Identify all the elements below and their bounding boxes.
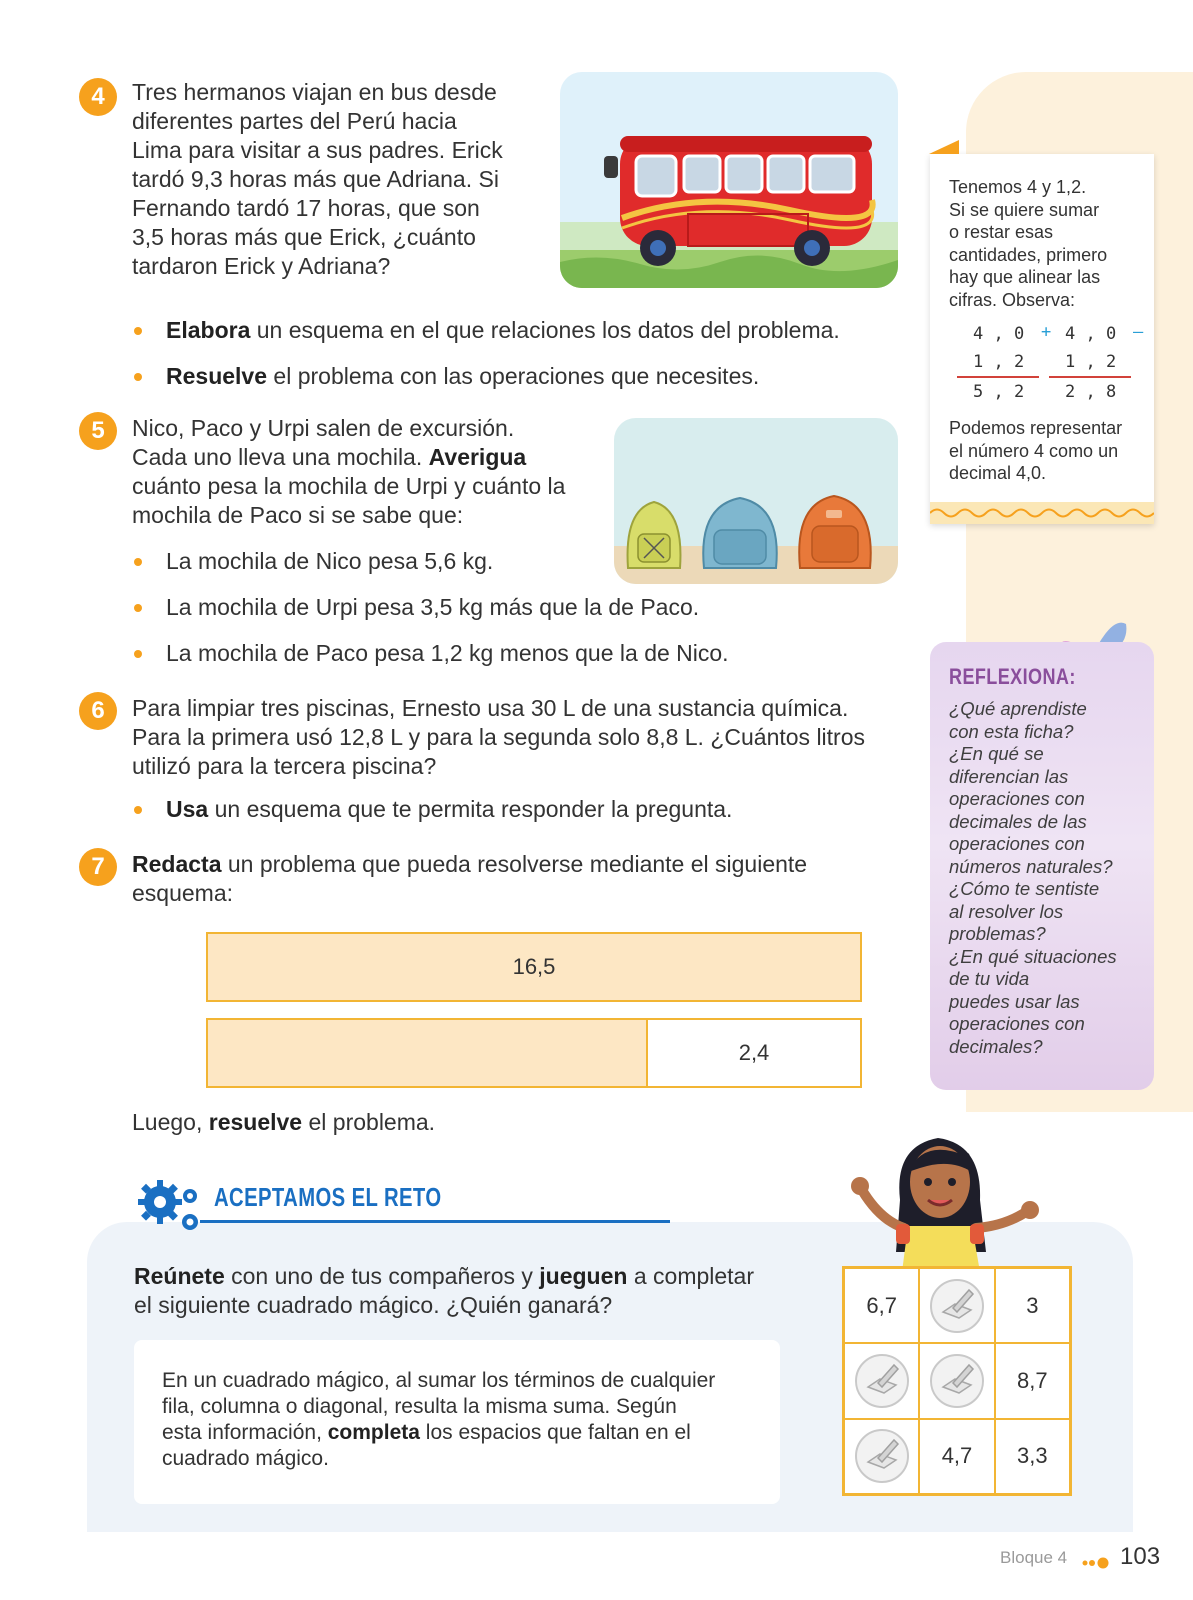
info-line: Tenemos 4 y 1,2. — [949, 177, 1087, 197]
info-line: o restar esas — [949, 222, 1054, 242]
plus-sign: + — [1041, 322, 1052, 342]
backpacks-illustration — [614, 418, 898, 584]
magic-cell-empty[interactable] — [844, 1419, 919, 1494]
problem-number-badge: 6 — [79, 692, 117, 730]
problem5-bullet: La mochila de Urpi pesa 3,5 kg más que la de Paco. — [132, 593, 699, 622]
problem5-bullet: La mochila de Paco pesa 1,2 kg menos que la de Nico. — [132, 639, 729, 668]
magic-cell-empty[interactable] — [919, 1343, 994, 1418]
card-wave-strip — [930, 502, 1154, 524]
sub-operand-b: 1 , 2 — [1065, 352, 1117, 372]
info-line: cantidades, primero — [949, 244, 1108, 265]
reto-title-underline — [200, 1220, 670, 1223]
magic-cell: 4,7 — [919, 1419, 994, 1494]
problem-number-badge: 4 — [79, 78, 117, 116]
scheme-total-bar: 16,5 — [206, 932, 862, 1002]
reflexiona-questions: ¿Qué aprendiste con esta ficha? ¿En qué se diferencian las operaciones con decimales de las operaciones con números naturales? ¿Cómo te sentiste al resolver los problemas? ¿En qué situaciones de tu vida puedes usar las operaciones con decimales? — [949, 698, 1117, 1057]
problem-number-badge: 7 — [79, 848, 117, 886]
magic-cell-empty[interactable] — [919, 1268, 994, 1343]
write-pencil-icon — [854, 1353, 910, 1409]
write-pencil-icon — [854, 1428, 910, 1484]
sub-rule — [1049, 376, 1131, 378]
problem7-text: Redacta un problema que pueda resolverse mediante el siguiente esquema: — [132, 851, 808, 906]
footer-block-label: Bloque 4 — [1000, 1548, 1068, 1567]
reto-instructions: Reúnete con uno de tus compañeros y jueguen a completar el siguiente cuadrado mágico. ¿Quién ganará? — [134, 1263, 755, 1318]
scheme-part-bar: 2,4 — [646, 1018, 862, 1088]
footer-dots-icon — [1082, 1556, 1112, 1574]
write-pencil-icon — [929, 1353, 985, 1409]
info-line: Si se quiere sumar — [949, 199, 1100, 220]
problem4-bullet-2: Resuelve el problema con las operaciones que necesites. — [132, 362, 759, 391]
minus-sign: – — [1133, 322, 1144, 342]
problem6-bullet: Usa un esquema que te permita responder la pregunta. — [132, 795, 732, 824]
info-line: hay que alinear las — [949, 267, 1101, 287]
sub-operand-a: 4 , 0 — [1065, 324, 1117, 344]
magic-cell: 8,7 — [995, 1343, 1070, 1418]
page-number: 103 — [1120, 1543, 1161, 1570]
decimal-info-card — [930, 154, 1154, 524]
magic-cell-empty[interactable] — [844, 1343, 919, 1418]
problem5-text: Nico, Paco y Urpi salen de excursión. Cada uno lleva una mochila. Averigua cuánto pesa la mochila de Urpi y cuánto la mochila de Paco si se sabe que: — [132, 415, 566, 528]
reflexiona-title: REFLEXIONA: — [949, 664, 1076, 689]
sub-result: 2 , 8 — [1065, 382, 1117, 402]
girl-illustration — [840, 1116, 1046, 1272]
reto-title: ACEPTAMOS EL RETO — [214, 1182, 442, 1212]
problem5-bullet: La mochila de Nico pesa 5,6 kg. — [132, 547, 493, 576]
info-line: cifras. Observa: — [949, 289, 1076, 310]
magic-square — [842, 1266, 1072, 1496]
magic-square-note: En un cuadrado mágico, al sumar los términos de cualquier fila, columna o diagonal, resulta la misma suma. Según esta información, completa los espacios que faltan en el cuadrado mágico. — [134, 1340, 780, 1504]
info-line: decimal 4,0. — [949, 463, 1047, 483]
reflexiona-box — [930, 642, 1154, 1090]
sum-operand-b: 1 , 2 — [973, 352, 1025, 372]
sum-rule — [957, 376, 1039, 378]
aligned-operations — [949, 319, 1144, 417]
sum-operand-a: 4 , 0 — [973, 324, 1025, 344]
card-fold-corner — [929, 140, 959, 154]
problem6-text: Para limpiar tres piscinas, Ernesto usa 30 L de una sustancia química. Para la primera usó 12,8 L y para la segunda solo 8,8 L. ¿Cuántos litros utilizó para la tercera piscina? — [132, 695, 866, 779]
write-pencil-icon — [929, 1278, 985, 1334]
magic-cell: 3 — [995, 1268, 1070, 1343]
gears-icon — [134, 1178, 210, 1238]
problem7-followup: Luego, resuelve el problema. — [132, 1109, 436, 1135]
magic-cell: 3,3 — [995, 1419, 1070, 1494]
info-line: el número 4 como un — [949, 440, 1119, 461]
problem-number-badge: 5 — [79, 412, 117, 450]
problem4-text: Tres hermanos viajan en bus desde diferentes partes del Perú hacia Lima para visitar a sus padres. Erick tardó 9,3 horas más que Adriana. Si Fernando tardó 17 horas, que son 3,5 horas más que Erick, ¿cuánto tardaron Erick y Adriana? — [132, 79, 503, 279]
magic-cell: 6,7 — [844, 1268, 919, 1343]
sum-result: 5 , 2 — [973, 382, 1025, 402]
info-line: Podemos representar — [949, 418, 1123, 438]
scheme-unknown-bar — [206, 1018, 648, 1088]
bus-illustration — [560, 72, 898, 288]
problem4-bullet-1: Elabora un esquema en el que relaciones los datos del problema. — [132, 316, 840, 345]
